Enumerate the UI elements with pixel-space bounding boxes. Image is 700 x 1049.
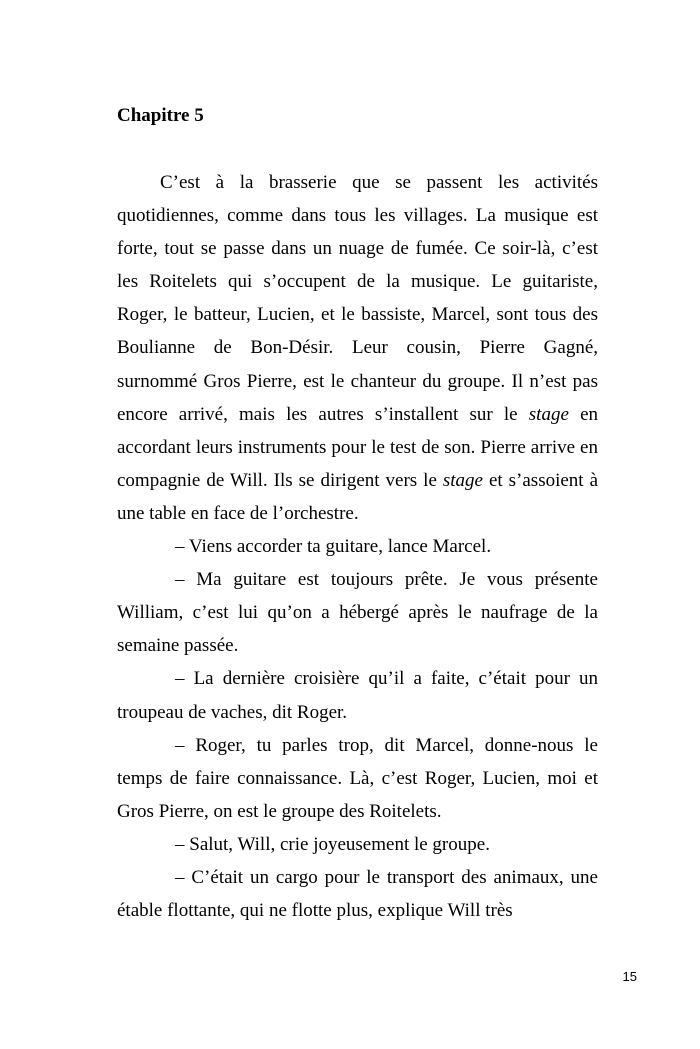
text-segment: – C’était un cargo pour le transport des animaux, une étable flottante, qui ne flotte plus, explique Will très (117, 866, 598, 922)
paragraph-p2 (117, 530, 598, 563)
text-segment: C’est à la brasserie que se passent les activités quotidiennes, comme dans tous les villages. La musique est forte, tout se passe dans un nuage de fumée. Ce soir-là, c’est les Roitelets qui s’occupent de la musique. Le guitariste, Roger, le batteur, Lucien, et le bassiste, Marcel, sont tous des Boulianne de Bon-Désir. Leur cousin, Pierre Gagné, surnommé Gros Pierre, est le chanteur du groupe. Il n’est pas encore arrivé, mais les autres s’installent sur le (117, 172, 598, 425)
text-segment: – Ma guitare est toujours prête. Je vous présente William, c’est lui qu’on a hébergé après le naufrage de la semaine passée. (117, 569, 598, 657)
paragraph-p7 (117, 861, 598, 927)
italic-word: stage (528, 403, 569, 425)
text-segment: en accordant leurs instruments pour le test de son. Pierre arrive en compagnie de Will. Ils se dirigent vers le (117, 403, 599, 491)
page-number: 15 (622, 969, 637, 984)
italic-word: stage (442, 469, 483, 491)
paragraph-p3 (117, 563, 598, 662)
text-segment: – La dernière croisière qu’il a faite, c’était pour un troupeau de vaches, dit Roger. (117, 668, 598, 723)
paragraph-p1 (117, 166, 598, 530)
text-segment: – Roger, tu parles trop, dit Marcel, donne-nous le temps de faire connaissance. Là, c’est Roger, Lucien, moi et Gros Pierre, on est le groupe des Roitelets. (117, 734, 598, 822)
text-segment: et s’assoient à une table en face de l’orchestre. (117, 469, 598, 524)
paragraph-p4 (117, 662, 598, 728)
paragraph-p6 (117, 828, 598, 861)
text-segment: – Salut, Will, crie joyeusement le groupe. (175, 833, 490, 855)
chapter-title: Chapitre 5 (117, 105, 204, 126)
paragraph-p5 (117, 729, 598, 828)
text-segment: – Viens accorder ta guitare, lance Marcel. (175, 536, 492, 558)
chapter-body (117, 166, 598, 927)
